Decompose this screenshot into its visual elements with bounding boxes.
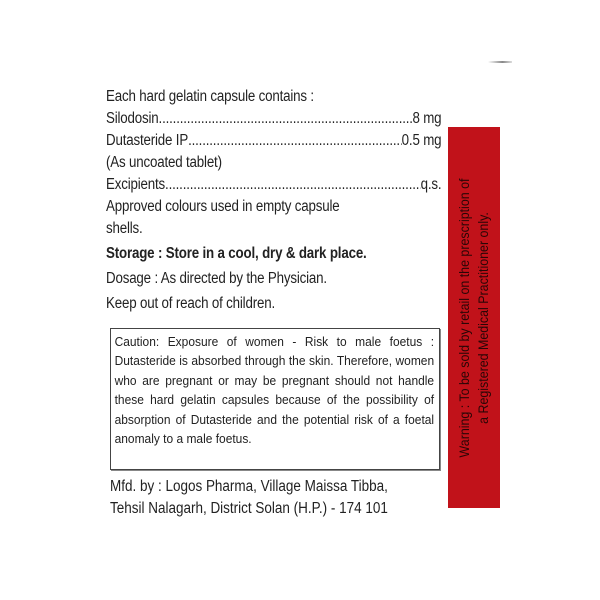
warning-line-1: Warning : To be sold by retail on the prescription of xyxy=(457,178,472,457)
leader-dots xyxy=(188,130,402,152)
caution-box xyxy=(110,328,440,470)
ingredient-row xyxy=(106,108,441,130)
ingredient-value: 8 mg xyxy=(412,110,442,127)
warning-text xyxy=(455,127,493,508)
manufacturer-line-1: Mfd. by : Logos Pharma, Village Maissa Tibba, xyxy=(110,478,388,495)
storage-instructions: Storage : Store in a cool, dry & dark place. xyxy=(106,245,367,262)
decorative-mark xyxy=(488,61,512,63)
leader-dots xyxy=(159,108,413,130)
leader-dots xyxy=(165,174,421,196)
prescription-warning-band xyxy=(448,127,500,508)
manufacturer-info xyxy=(110,476,429,520)
ingredient-value: 0.5 mg xyxy=(401,132,442,149)
excipients-name: Excipients xyxy=(106,176,166,193)
excipients-row xyxy=(106,174,441,196)
composition-note: (As uncoated tablet) xyxy=(106,154,222,171)
composition-heading: Each hard gelatin capsule contains : xyxy=(106,88,314,105)
keep-out-of-reach: Keep out of reach of children. xyxy=(106,295,275,312)
manufacturer-line-2: Tehsil Nalagarh, District Solan (H.P.) - 174 101 xyxy=(110,500,388,517)
colours-line-2: shells. xyxy=(106,220,143,237)
excipients-value: q.s. xyxy=(420,176,442,193)
dosage-instructions: Dosage : As directed by the Physician. xyxy=(106,270,327,287)
ingredient-name: Silodosin xyxy=(106,110,159,127)
composition-section xyxy=(106,86,442,315)
ingredient-row xyxy=(106,130,441,152)
ingredient-name: Dutasteride IP xyxy=(106,132,189,149)
colours-line-1: Approved colours used in empty capsule xyxy=(106,198,340,215)
caution-text: Caution: Exposure of women - Risk to male foetus : Dutasteride is absorbed through the skin. Therefore, women who are pregnant or may be pregnant should not handle these hard gelatin capsules because of the possibility of absorption of Dutasteride and the potential risk of a foetal anomaly to a male foetus. xyxy=(114,334,435,447)
warning-line-2: a Registered Medical Practitioner only. xyxy=(476,211,491,424)
